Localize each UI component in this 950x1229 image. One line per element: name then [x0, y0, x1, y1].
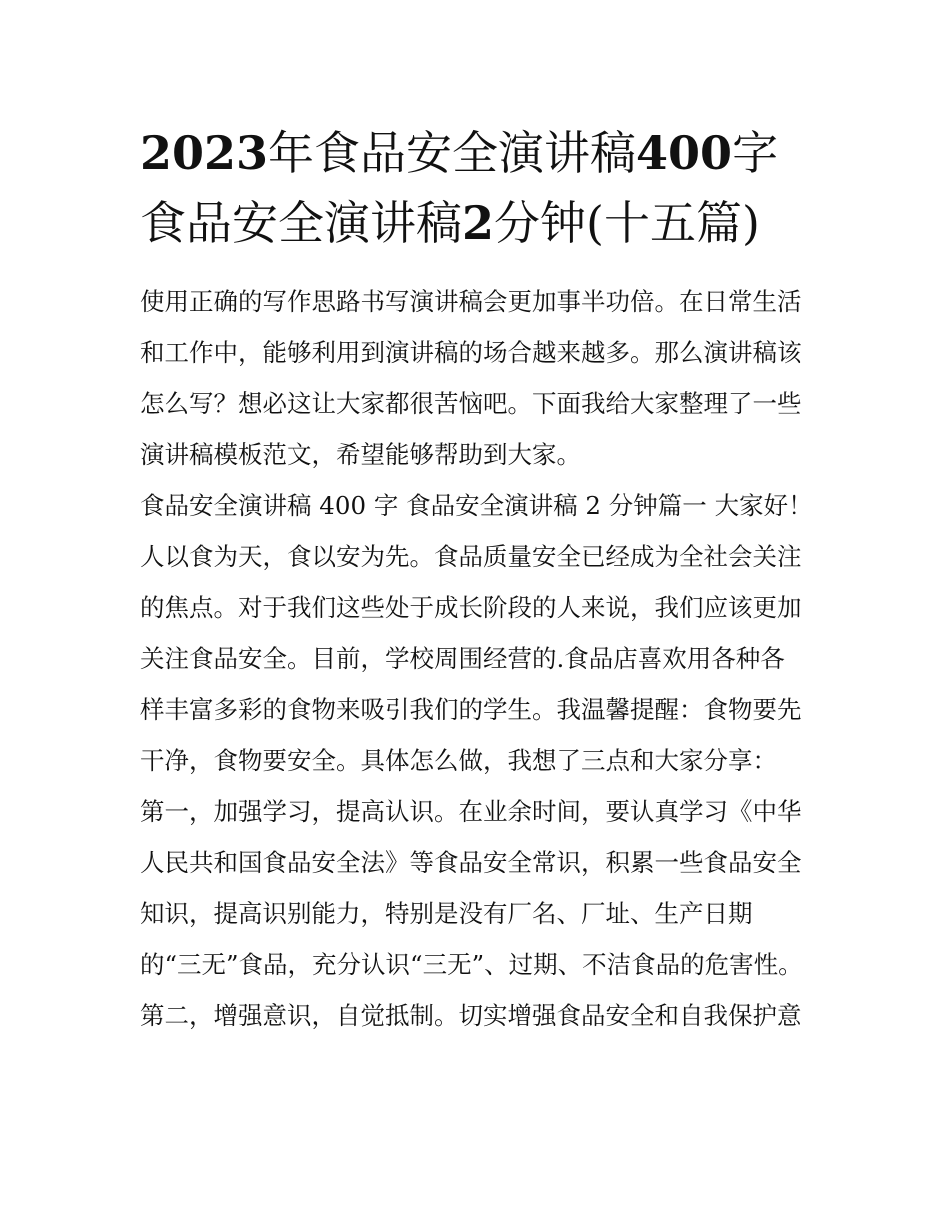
title-segment-1: 年食品安全演讲稿 [268, 126, 637, 180]
body-line: 人以食为天，食以安为先。食品质量安全已经成为全社会关注 [140, 542, 802, 571]
body-line: 关注食品安全。目前，学校周围经营的.食品店喜欢用各种各 [140, 644, 785, 673]
body-line: 和工作中，能够利用到演讲稿的场合越来越多。那么演讲稿该 [140, 338, 802, 367]
body-line: 的焦点。对于我们这些处于成长阶段的人来说，我们应该更加 [140, 593, 802, 622]
title-year: 2023 [140, 126, 269, 180]
body-line: 样丰富多彩的食物来吸引我们的学生。我温馨提醒：食物要先 [140, 695, 802, 724]
body-line: 演讲稿模板范文，希望能够帮助到大家。 [140, 440, 581, 469]
title-minutes: 2 [462, 196, 495, 250]
body-line: 第一，加强学习，提高认识。在业余时间，要认真学习《中华 [140, 797, 802, 826]
body-line: 怎么写？想必这让大家都很苦恼吧。下面我给大家整理了一些 [140, 389, 802, 418]
document-title [140, 118, 810, 258]
body-line: 知识，提高识别能力，特别是没有厂名、厂址、生产日期 [140, 899, 753, 928]
body-line: 干净，食物要安全。具体怎么做，我想了三点和大家分享： [140, 746, 777, 775]
body-line: 第二，增强意识，自觉抵制。切实增强食品安全和自我保护意 [140, 1001, 802, 1030]
body-line: 的“三无”食品，充分认识“三无”、过期、不洁食品的危害性。 [140, 950, 803, 979]
document-content [140, 118, 820, 1041]
body-line: 人民共和国食品安全法》等食品安全常识，积累一些食品安全 [140, 848, 802, 877]
title-segment-3: 分钟(十五篇) [494, 196, 760, 250]
document-body [140, 276, 820, 1041]
body-line: 食品安全演讲稿 400 字 食品安全演讲稿 2 分钟篇一 大家好！ [140, 491, 813, 520]
body-line: 使用正确的写作思路书写演讲稿会更加事半功倍。在日常生活 [140, 287, 802, 316]
title-word-count: 400 [636, 126, 733, 180]
title-segment-2: 字食品安全演讲稿 [140, 126, 779, 250]
